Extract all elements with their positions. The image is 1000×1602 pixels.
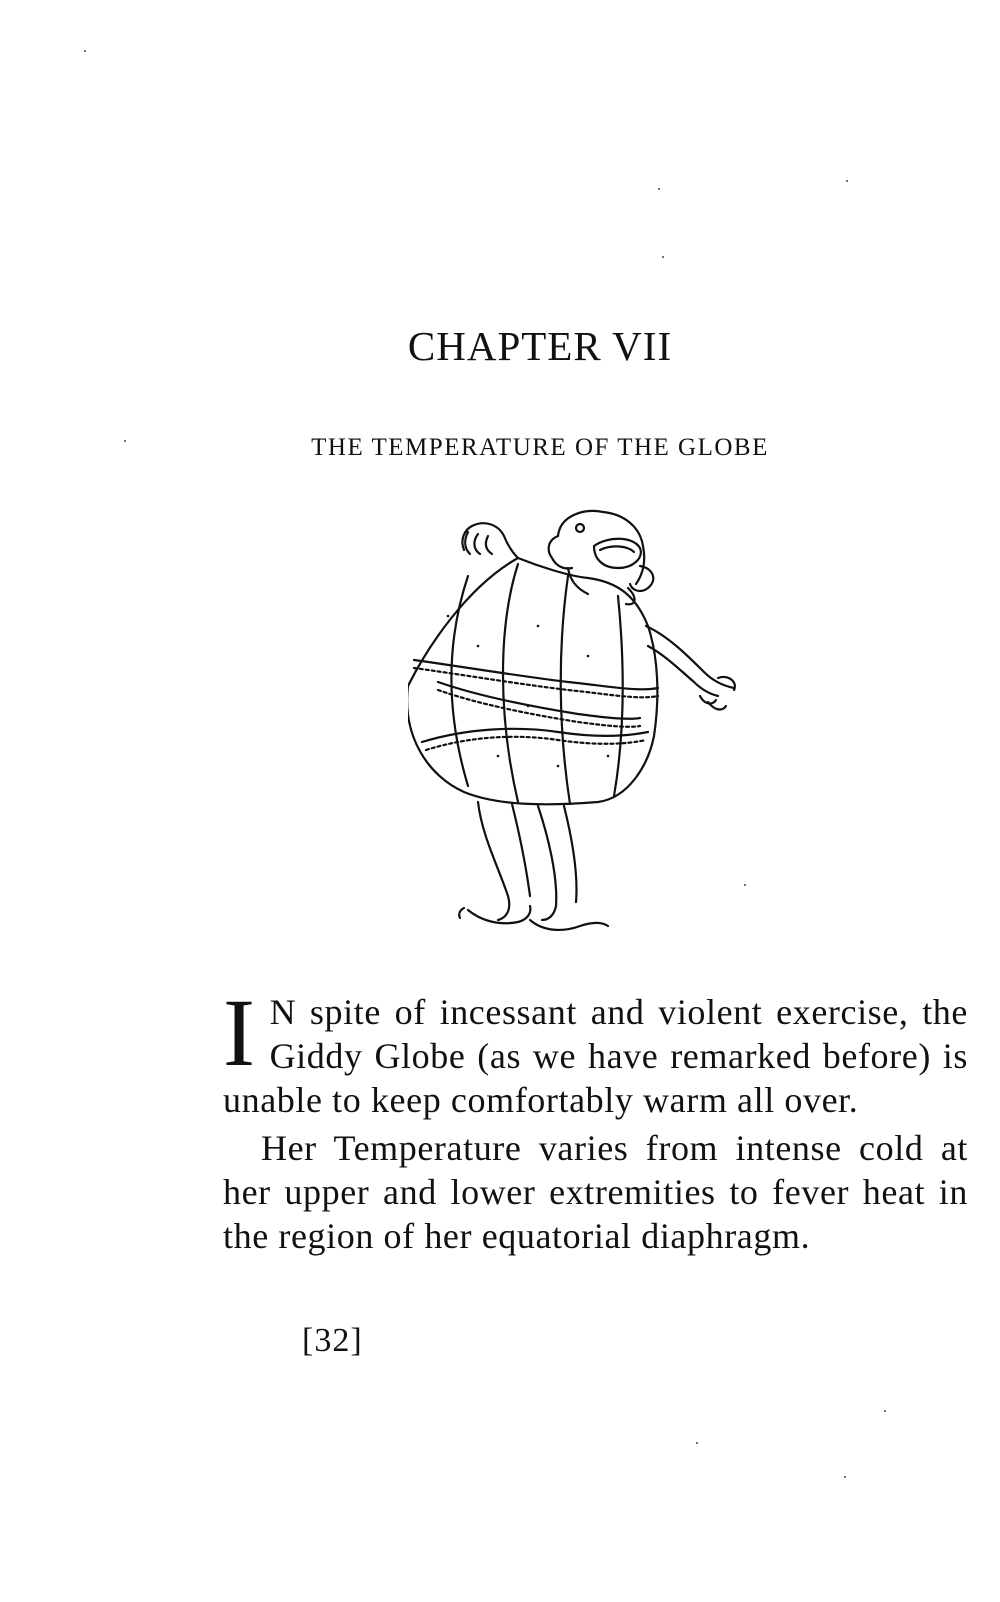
drop-cap: I xyxy=(223,979,256,1086)
print-speck xyxy=(846,180,848,182)
chapter-title: CHAPTER VII xyxy=(407,323,673,369)
chapter-subtitle: THE TEMPERATURE OF THE GLOBE xyxy=(311,434,769,461)
print-speck xyxy=(844,1476,846,1478)
print-speck xyxy=(744,884,746,886)
print-speck xyxy=(658,188,660,190)
print-speck xyxy=(884,1410,886,1412)
paragraph-1 xyxy=(223,979,968,1122)
print-speck xyxy=(696,1442,698,1444)
print-speck xyxy=(662,256,664,258)
page-number: [32] xyxy=(302,1322,363,1359)
paragraph-1-text: N spite of incessant and violent exercise, the Giddy Globe (as we have remarked before) is unable to keep comfortably warm all over. xyxy=(223,992,968,1120)
globe-figure-illustration xyxy=(408,506,768,946)
print-speck xyxy=(84,50,86,52)
paragraph-2: Her Temperature varies from intense cold at her upper and lower extremities to fever heat in the region of her equatorial diaphragm. xyxy=(223,1128,968,1256)
print-speck xyxy=(124,440,126,442)
body-text xyxy=(223,979,968,1258)
